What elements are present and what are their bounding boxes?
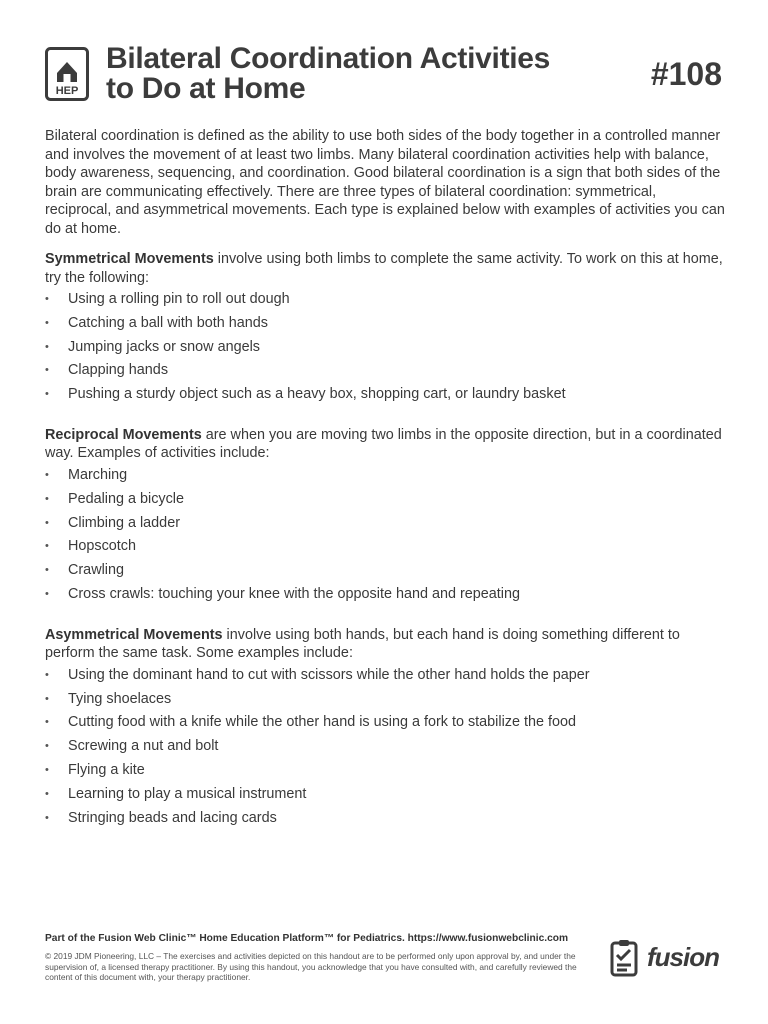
list-item: • Using a rolling pin to roll out dough — [45, 290, 725, 314]
section-lead — [45, 426, 725, 463]
logo-text: HEP — [55, 85, 79, 97]
brand-logo-text: fusion — [647, 942, 719, 972]
list-item: • Jumping jacks or snow angels — [45, 338, 725, 362]
list-item: • Climbing a ladder — [45, 514, 725, 538]
activity-list — [45, 290, 725, 409]
section-heading: Asymmetrical Movements — [45, 626, 223, 643]
section-lead-text: are when you are moving two limbs in the opposite direction, but in a coordinated way. Examples of activities include: — [45, 426, 722, 462]
list-item: • Cutting food with a knife while the other hand is using a fork to stabilize the food — [45, 713, 725, 737]
list-item: • Clapping hands — [45, 361, 725, 385]
hep-house-icon — [45, 47, 89, 101]
list-item: • Learning to play a musical instrument — [45, 785, 725, 809]
list-item: • Marching — [45, 466, 725, 490]
section-symmetrical — [45, 250, 725, 409]
list-item: • Hopscotch — [45, 537, 725, 561]
activity-list — [45, 466, 725, 609]
section-heading: Symmetrical Movements — [45, 251, 214, 267]
handout-number: #108 — [650, 56, 722, 92]
page-title — [106, 44, 626, 104]
list-item: • Screwing a nut and bolt — [45, 737, 725, 761]
list-item: • Cross crawls: touching your knee with the opposite hand and repeating — [45, 585, 725, 609]
checklist-icon — [609, 938, 641, 978]
list-item: • Stringing beads and lacing cards — [45, 809, 725, 833]
list-item: • Pushing a sturdy object such as a heavy box, shopping cart, or laundry basket — [45, 385, 725, 409]
list-item: • Flying a kite — [45, 761, 725, 785]
section-reciprocal — [45, 426, 725, 609]
title-line-1: Bilateral Coordination Activities — [106, 42, 551, 75]
list-item: • Crawling — [45, 561, 725, 585]
footer-platform-text: Part of the Fusion Web Clinic™ Home Education Platform™ for Pediatrics. https://www.fusionwebclinic.com — [45, 933, 569, 944]
main-content — [45, 127, 725, 849]
section-lead-text: involve using both limbs to complete the same activity. To work on this at home, try the following: — [45, 251, 723, 286]
list-item: • Tying shoelaces — [45, 690, 725, 714]
list-item: • Using the dominant hand to cut with scissors while the other hand holds the paper — [45, 666, 725, 690]
activity-list — [45, 666, 725, 833]
section-lead — [45, 626, 725, 663]
intro-paragraph: Bilateral coordination is defined as the ability to use both sides of the body together in a controlled manner and involves the movement of at least two limbs. Many bilateral coordination activities help with balance, body awareness, sequencing, and coordination. Good bilateral coordination is a sign that both sides of the brain are communicating effectively. There are three types of bilateral coordination: symmetrical, reciprocal, and asymmetrical movements. Each type is explained below with examples of activities you can do at home. — [45, 128, 725, 237]
fusion-brand — [609, 938, 725, 978]
list-item: • Catching a ball with both hands — [45, 314, 725, 338]
footer-legal-text: © 2019 JDM Pioneering, LLC – The exercises and activities depicted on this handout are to be performed only upon approval by, and under the supervision of, a licensed therapy practitioner. By using this handout, you acknowledge that you have consulted with, and carefully reviewed the content of this document with, your therapy practitioner. — [45, 951, 577, 983]
section-lead-text: involve using both hands, but each hand is doing something different to perform the same task. Some examples include: — [45, 626, 680, 662]
section-asymmetrical — [45, 626, 725, 833]
section-lead — [45, 250, 725, 287]
list-item: • Pedaling a bicycle — [45, 490, 725, 514]
title-line-2: to Do at Home — [106, 72, 306, 105]
section-heading: Reciprocal Movements — [45, 426, 202, 443]
